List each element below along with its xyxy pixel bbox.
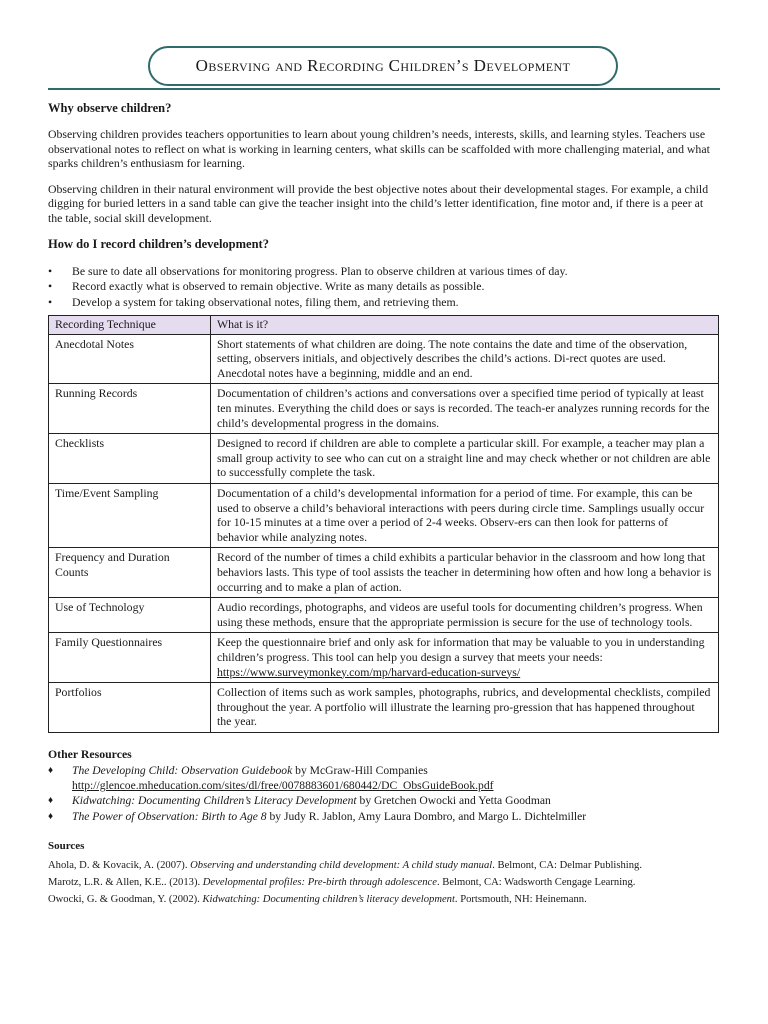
description-cell: Audio recordings, photographs, and videos are useful tools for documenting children’s progress. When using these methods, ensure that the appropriate permission is secure for the use of technology tools. — [211, 598, 719, 633]
citation-publisher: . Portsmouth, NH: Heinemann. — [454, 894, 587, 906]
other-resources-section — [48, 747, 720, 824]
description-cell: Documentation of children’s actions and conversations over a specified time period of typically at least ten minutes. Everything the child does or says is recorded. The teach-er analyzes running records for the child’s developmental progress in the domains. — [211, 384, 719, 434]
table-header-row — [49, 316, 719, 335]
title-banner — [0, 0, 768, 100]
table-row — [49, 384, 719, 434]
page-title: Observing and Recording Children’s Development — [148, 46, 618, 86]
why-paragraph-2: Observing children in their natural environment will provide the best objective notes about their developmental stages. For example, a child digging for buried letters in a sand table can give the teacher insight into the child’s letter identification, fine motor and, if there is a peer at the table, social skill development. — [48, 181, 709, 225]
diamond-bullet-icon: ♦ — [48, 795, 54, 807]
description-cell: Designed to record if children are able to complete a particular skill. For example, a teacher may plan a small group activity to see who can cut on a straight line and may check whether or not children are able to successfully complete the task. — [211, 434, 719, 484]
description-cell: Collection of items such as work samples, photographs, rubrics, and developmental checklists, compiled throughout the year. A portfolio will illustrate the learning pro-gression that has happened throughout the year. — [211, 683, 719, 733]
citation-title: Developmental profiles: Pre-birth through adolescence — [202, 876, 437, 888]
surveymonkey-link[interactable]: https://www.surveymonkey.com/mp/harvard-education-surveys/ — [217, 664, 521, 679]
table-row — [49, 598, 719, 633]
recording-techniques-table — [48, 315, 719, 733]
technique-cell: Time/Event Sampling — [49, 484, 211, 548]
how-bullet-list — [48, 264, 720, 311]
list-item: • Be sure to date all observations for monitoring progress. Plan to observe children at various times of day. — [48, 264, 720, 280]
diamond-bullet-icon: ♦ — [48, 764, 54, 776]
technique-cell: Running Records — [49, 384, 211, 434]
description-cell: Short statements of what children are doing. The note contains the date and time of the observation, setting, observers initials, and objectively describes the child’s actions. Di-rect quotes are used. Anecdotal notes have a beginning, middle and an end. — [211, 334, 719, 384]
header-technique: Recording Technique — [49, 316, 211, 335]
document-body — [48, 100, 720, 908]
other-resources-heading: Other Resources — [48, 746, 132, 761]
description-text: Keep the questionnaire brief and only ask for information that may be valuable to you in understanding children’s progress. This tool can help you design a survey that meets your needs: — [217, 635, 705, 664]
resource-author: by Judy R. Jablon, Amy Laura Dombro, and Margo L. Dichtelmiller — [266, 809, 587, 823]
table-row — [49, 683, 719, 733]
citation-authors: Owocki, G. & Goodman, Y. (2002). — [48, 894, 203, 906]
technique-cell: Frequency and Duration Counts — [49, 548, 211, 598]
list-item: • Develop a system for taking observational notes, filing them, and retrieving them. — [48, 295, 720, 311]
list-item — [48, 793, 720, 808]
technique-cell: Anecdotal Notes — [49, 334, 211, 384]
resource-title: Kidwatching: Documenting Children’s Literacy Development — [72, 794, 357, 808]
resource-title: The Developing Child: Observation Guidebook — [72, 763, 293, 777]
table-row — [49, 548, 719, 598]
resource-author: by Gretchen Owocki and Yetta Goodman — [356, 794, 551, 808]
source-citation — [48, 891, 720, 908]
diamond-bullet-icon: ♦ — [48, 810, 54, 822]
how-heading: How do I record children’s development? — [48, 236, 269, 251]
glencoe-link[interactable]: http://glencoe.mheducation.com/sites/dl/free/0078883601/680442/DC_ObsGuideBook.pdf — [72, 779, 494, 793]
description-cell: Documentation of a child’s developmental information for a period of time. For example, this can be used to observe a child’s behavioral interactions with peers during circle time. Samplings usually occur for 10-15 minutes at a time over a period of 2-4 weeks. Observ-ers can then look for patterns of behavior while analyzing notes. — [211, 484, 719, 548]
why-heading: Why observe children? — [48, 101, 172, 115]
sources-section — [48, 840, 720, 909]
citation-publisher: . Belmont, CA: Delmar Publishing. — [492, 859, 642, 871]
table-row — [49, 334, 719, 384]
citation-title: Kidwatching: Documenting children’s literacy development — [202, 894, 455, 906]
why-paragraph-1: Observing children provides teachers opportunities to learn about young children’s needs, interests, skills, and learning styles. Teachers use observational notes to reflect on what is working in learning centers, what skills can be scaffolded with more challenging material, and what sparks children’s enthusiasm for learning. — [48, 127, 710, 171]
list-item — [48, 809, 720, 824]
description-cell: Record of the number of times a child exhibits a particular behavior in the classroom and how long that behaviors lasts. This type of tool assists the teacher in determining how often and how long a behavior is occurring and to make a plan of action. — [211, 548, 719, 598]
table-row — [49, 484, 719, 548]
resource-title: The Power of Observation: Birth to Age 8 — [72, 809, 267, 823]
citation-publisher: . Belmont, CA: Wadsworth Cengage Learning. — [436, 876, 636, 888]
source-citation — [48, 857, 720, 874]
list-item: • Record exactly what is observed to remain objective. Write as many details as possible. — [48, 279, 720, 295]
resource-author: by McGraw-Hill Companies — [292, 763, 428, 777]
technique-cell: Use of Technology — [49, 598, 211, 633]
technique-cell: Checklists — [49, 434, 211, 484]
source-citation — [48, 874, 720, 891]
description-cell — [211, 633, 719, 683]
header-what-is-it: What is it? — [211, 316, 719, 335]
list-item — [48, 763, 720, 793]
sources-heading: Sources — [48, 839, 85, 852]
table-row — [49, 434, 719, 484]
technique-cell: Family Questionnaires — [49, 633, 211, 683]
technique-cell: Portfolios — [49, 683, 211, 733]
citation-authors: Marotz, L.R. & Allen, K.E.. (2013). — [48, 876, 203, 888]
citation-title: Observing and understanding child development: A child study manual — [190, 859, 493, 871]
table-row — [49, 633, 719, 683]
citation-authors: Ahola, D. & Kovacik, A. (2007). — [48, 859, 191, 871]
other-resources-list — [48, 763, 720, 824]
title-rule — [48, 88, 720, 90]
